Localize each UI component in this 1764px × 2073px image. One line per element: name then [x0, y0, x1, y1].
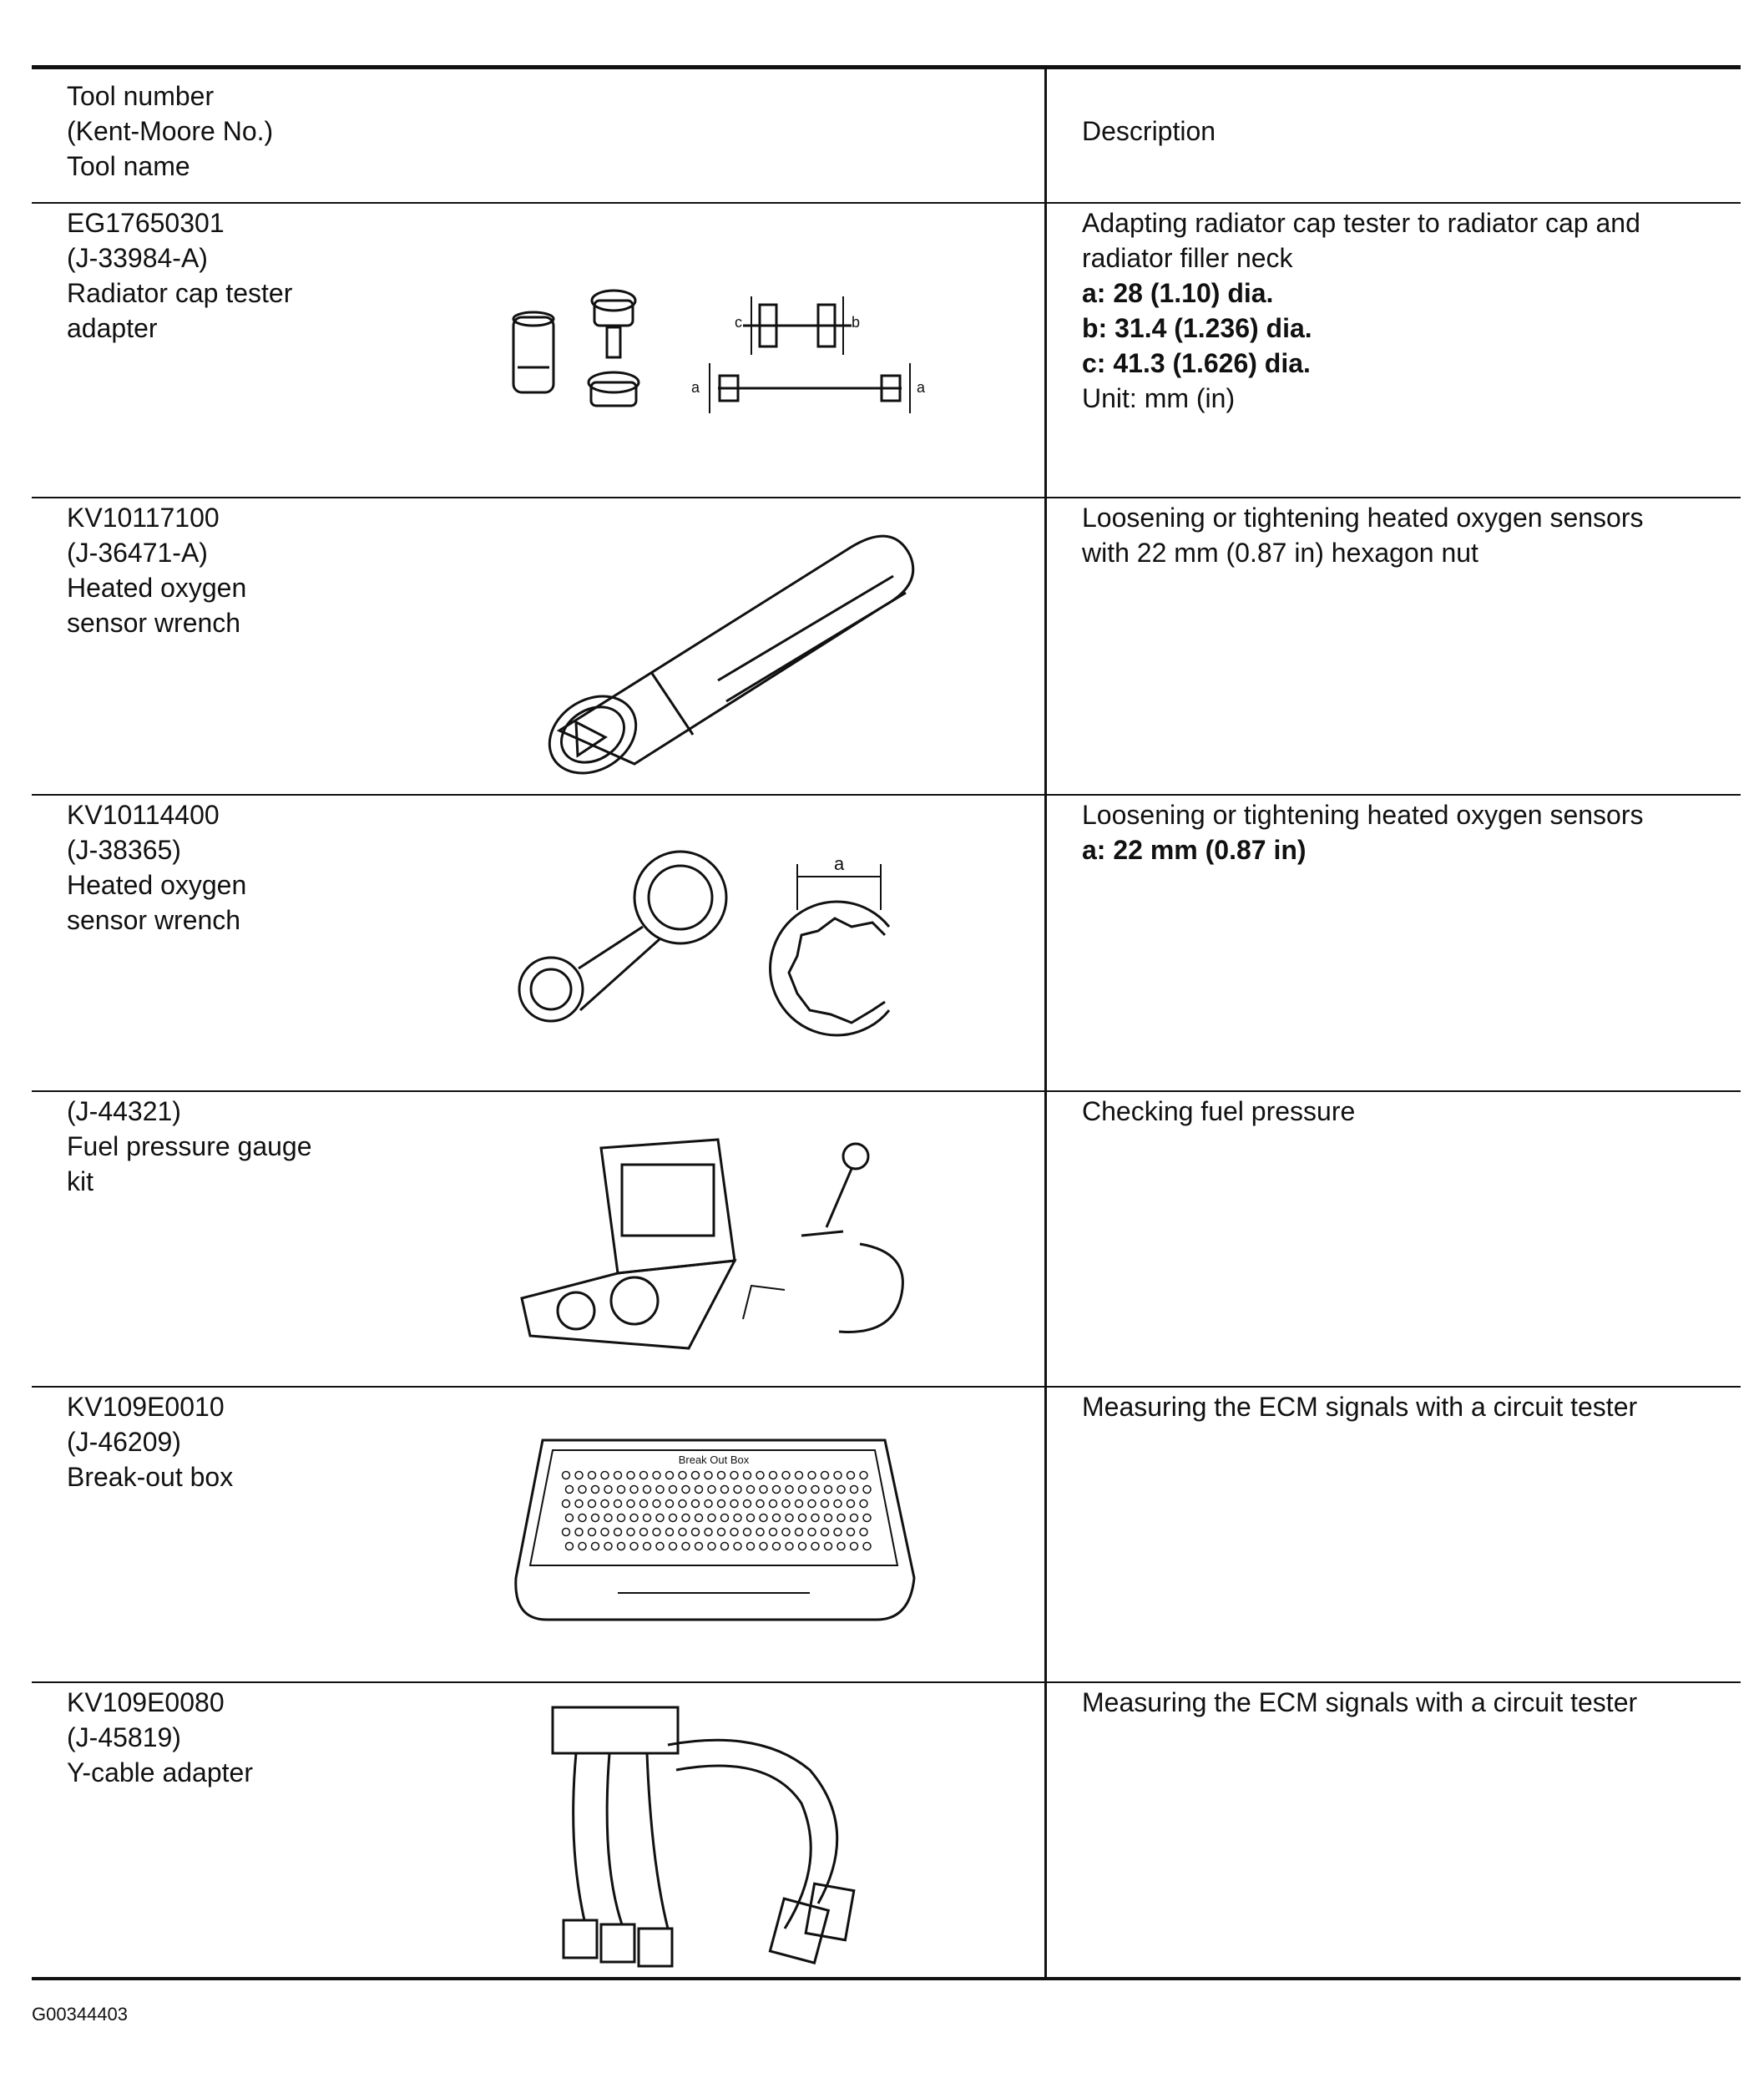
connector-pin [760, 1514, 767, 1522]
description-line: radiator filler neck [1082, 243, 1293, 273]
connector-pin [670, 1543, 677, 1550]
description-row-2 [1082, 500, 1725, 570]
connector-pin [799, 1514, 806, 1522]
connector-pin [796, 1500, 803, 1508]
header-line: Tool name [67, 151, 190, 181]
connector-pin [799, 1486, 806, 1494]
connector-pin [756, 1500, 764, 1508]
y-cable-adapter-illustration [543, 1695, 877, 1970]
header-line: (Kent-Moore No.) [67, 116, 274, 146]
tool-name-line: sensor wrench [67, 905, 241, 935]
connector-pin [718, 1529, 725, 1536]
figure-label-a: a [834, 853, 845, 874]
connector-pin [705, 1500, 712, 1508]
connector-pin [705, 1472, 712, 1479]
connector-pin [627, 1472, 634, 1479]
kent-moore-number: (J-36471-A) [67, 538, 208, 568]
connector-pin [656, 1514, 664, 1522]
connector-pin [640, 1500, 648, 1508]
header-line: Tool number [67, 81, 215, 111]
connector-pin [666, 1500, 674, 1508]
connector-pin [695, 1543, 703, 1550]
connector-pin [666, 1472, 674, 1479]
connector-pin [847, 1529, 855, 1536]
connector-pin [575, 1472, 583, 1479]
connector-pin [863, 1486, 871, 1494]
connector-pin [708, 1514, 715, 1522]
connector-pin [640, 1472, 648, 1479]
connector-pin [834, 1472, 842, 1479]
connector-pin [589, 1472, 596, 1479]
connector-pin [756, 1472, 764, 1479]
tool-name-line: adapter [67, 313, 158, 343]
tool-info-row-6 [67, 1685, 253, 1790]
connector-pin [808, 1472, 816, 1479]
header-description [1082, 114, 1725, 149]
connector-pin [630, 1514, 638, 1522]
connector-pin [601, 1500, 609, 1508]
connector-pin [834, 1529, 842, 1536]
header-description-label: Description [1082, 116, 1216, 146]
connector-pin [825, 1543, 832, 1550]
connector-pin [847, 1472, 855, 1479]
row-divider [32, 1681, 1741, 1683]
connector-pin [773, 1543, 781, 1550]
connector-pin [640, 1529, 648, 1536]
dimension-a: a: 28 (1.10) dia. [1082, 278, 1274, 308]
connector-pin [744, 1529, 751, 1536]
connector-pin [575, 1529, 583, 1536]
connector-pin [821, 1529, 829, 1536]
connector-pin [695, 1486, 703, 1494]
connector-pin [653, 1529, 660, 1536]
connector-pin [782, 1472, 790, 1479]
connector-pin [811, 1486, 819, 1494]
kent-moore-number: (J-45819) [67, 1722, 181, 1752]
description-line: Adapting radiator cap tester to radiator cap and [1082, 208, 1640, 238]
description-line: Loosening or tightening heated oxygen sensors [1082, 800, 1644, 830]
kent-moore-number: (J-46209) [67, 1427, 181, 1457]
connector-pin [786, 1543, 793, 1550]
connector-pin [601, 1472, 609, 1479]
description-row-5 [1082, 1389, 1725, 1424]
connector-pin [796, 1529, 803, 1536]
connector-pin [851, 1543, 858, 1550]
unit-note: Unit: mm (in) [1082, 383, 1236, 413]
connector-pin [618, 1543, 625, 1550]
description-line: Checking fuel pressure [1082, 1096, 1356, 1126]
connector-pin [563, 1529, 570, 1536]
fuel-pressure-gauge-kit-illustration [509, 1135, 927, 1361]
connector-pin [627, 1529, 634, 1536]
connector-pin [563, 1472, 570, 1479]
connector-pin [679, 1500, 686, 1508]
connector-pin [566, 1543, 574, 1550]
connector-pin [821, 1500, 829, 1508]
connector-pin [644, 1514, 651, 1522]
description-row-4 [1082, 1094, 1725, 1129]
connector-pin [653, 1500, 660, 1508]
tool-name-line: Radiator cap tester [67, 278, 293, 308]
connector-pin [811, 1514, 819, 1522]
connector-pin [860, 1529, 867, 1536]
connector-pin [653, 1472, 660, 1479]
tool-name-line: Heated oxygen [67, 870, 247, 900]
connector-pin [579, 1514, 586, 1522]
connector-pin [721, 1486, 729, 1494]
connector-pin [692, 1500, 700, 1508]
connector-pin [808, 1500, 816, 1508]
description-line: with 22 mm (0.87 in) hexagon nut [1082, 538, 1478, 568]
connector-pin [744, 1500, 751, 1508]
figure-label-b: b [852, 314, 861, 331]
connector-pin [837, 1486, 845, 1494]
connector-pin [770, 1529, 777, 1536]
figure-label-a: a [917, 379, 926, 396]
connector-pin [627, 1500, 634, 1508]
connector-pin [566, 1514, 574, 1522]
connector-pin [834, 1500, 842, 1508]
connector-pin [760, 1543, 767, 1550]
connector-pin [860, 1472, 867, 1479]
connector-pin [644, 1486, 651, 1494]
ring-wrench-illustration [513, 843, 914, 1044]
description-row-3 [1082, 797, 1725, 867]
connector-pin [730, 1529, 738, 1536]
connector-pin [692, 1472, 700, 1479]
oxygen-sensor-socket-wrench-illustration [534, 513, 1002, 781]
connector-pin [679, 1472, 686, 1479]
row-divider [32, 497, 1741, 498]
connector-pin [747, 1486, 755, 1494]
box-label: Break Out Box [678, 1454, 750, 1466]
tool-number: KV10117100 [67, 503, 220, 533]
connector-pin [821, 1472, 829, 1479]
row-divider [32, 794, 1741, 796]
connector-pin [786, 1486, 793, 1494]
connector-pin [592, 1543, 599, 1550]
connector-pin [721, 1543, 729, 1550]
tool-name-line: sensor wrench [67, 608, 241, 638]
tool-number: EG17650301 [67, 208, 225, 238]
description-line: Measuring the ECM signals with a circuit tester [1082, 1392, 1638, 1422]
figure-code: G00344403 [32, 2004, 128, 2025]
connector-pin [744, 1472, 751, 1479]
connector-pin [770, 1472, 777, 1479]
description-line: Measuring the ECM signals with a circuit tester [1082, 1687, 1638, 1717]
connector-pin [589, 1500, 596, 1508]
connector-pin [786, 1514, 793, 1522]
connector-pin [656, 1543, 664, 1550]
connector-pin [604, 1486, 612, 1494]
break-out-box-illustration [509, 1432, 918, 1624]
connector-pin [796, 1472, 803, 1479]
tool-number: KV109E0080 [67, 1687, 225, 1717]
connector-pin [589, 1529, 596, 1536]
connector-pin [604, 1514, 612, 1522]
connector-pin [614, 1529, 622, 1536]
kent-moore-number: (J-44321) [67, 1096, 181, 1126]
connector-pin [682, 1514, 690, 1522]
connector-pin [825, 1486, 832, 1494]
kent-moore-number: (J-33984-A) [67, 243, 208, 273]
connector-pin [592, 1514, 599, 1522]
connector-pin [679, 1529, 686, 1536]
description-row-6 [1082, 1685, 1725, 1720]
tool-info-row-2 [67, 500, 246, 640]
connector-pin [644, 1543, 651, 1550]
connector-pin [760, 1486, 767, 1494]
tool-info-row-5 [67, 1389, 233, 1494]
connector-pin [718, 1472, 725, 1479]
tool-name-line: Heated oxygen [67, 573, 247, 603]
tool-name-line: Fuel pressure gauge [67, 1131, 312, 1161]
connector-pin [682, 1486, 690, 1494]
connector-pin [782, 1529, 790, 1536]
figure-label-c: c [735, 314, 742, 331]
connector-pin [734, 1543, 741, 1550]
connector-pin [579, 1543, 586, 1550]
connector-pin [682, 1543, 690, 1550]
connector-pin [601, 1529, 609, 1536]
tool-info-row-3 [67, 797, 246, 938]
table-bottom-rule [32, 1977, 1741, 1980]
connector-pin [708, 1543, 715, 1550]
connector-pin [730, 1500, 738, 1508]
connector-pin [770, 1500, 777, 1508]
dimension-a: a: 22 mm (0.87 in) [1082, 835, 1307, 865]
connector-pin [708, 1486, 715, 1494]
radiator-cap-tester-adapter-illustration [501, 276, 935, 442]
table-top-rule [32, 65, 1741, 69]
description-row-1 [1082, 205, 1725, 416]
connector-pin [837, 1514, 845, 1522]
connector-pin [734, 1486, 741, 1494]
tool-name-line: kit [67, 1166, 94, 1196]
connector-pin [604, 1543, 612, 1550]
connector-pin [656, 1486, 664, 1494]
connector-pin [592, 1486, 599, 1494]
connector-pin [837, 1543, 845, 1550]
connector-pin [614, 1472, 622, 1479]
connector-pin [718, 1500, 725, 1508]
connector-pin [799, 1543, 806, 1550]
connector-pin [566, 1486, 574, 1494]
connector-pin [695, 1514, 703, 1522]
connector-pin [721, 1514, 729, 1522]
connector-pin [734, 1514, 741, 1522]
connector-pin [808, 1529, 816, 1536]
figure-label-a: a [691, 379, 700, 396]
connector-pin [618, 1514, 625, 1522]
connector-pin [575, 1500, 583, 1508]
connector-pin [851, 1514, 858, 1522]
tool-name-line: Break-out box [67, 1462, 234, 1492]
kent-moore-number: (J-38365) [67, 835, 181, 865]
connector-pin [863, 1514, 871, 1522]
tool-info-row-4 [67, 1094, 312, 1199]
connector-pin [851, 1486, 858, 1494]
connector-pin [782, 1500, 790, 1508]
connector-pin [756, 1529, 764, 1536]
connector-pin [670, 1514, 677, 1522]
connector-pin [670, 1486, 677, 1494]
header-tool-info [67, 78, 273, 184]
connector-pin [847, 1500, 855, 1508]
row-divider [32, 1386, 1741, 1388]
connector-pin [692, 1529, 700, 1536]
column-divider [1044, 67, 1047, 1979]
connector-pin [811, 1543, 819, 1550]
row-divider [32, 202, 1741, 204]
connector-pin [773, 1486, 781, 1494]
connector-pin [630, 1486, 638, 1494]
connector-pin [747, 1543, 755, 1550]
dimension-b: b: 31.4 (1.236) dia. [1082, 313, 1312, 343]
connector-pin [730, 1472, 738, 1479]
connector-pin [579, 1486, 586, 1494]
description-line: Loosening or tightening heated oxygen sensors [1082, 503, 1644, 533]
connector-pin [666, 1529, 674, 1536]
tool-number: KV109E0010 [67, 1392, 225, 1422]
connector-pin [618, 1486, 625, 1494]
connector-pin [614, 1500, 622, 1508]
connector-pin [860, 1500, 867, 1508]
dimension-c: c: 41.3 (1.626) dia. [1082, 348, 1311, 378]
connector-pin [563, 1500, 570, 1508]
tool-info-row-1 [67, 205, 292, 346]
connector-pin [863, 1543, 871, 1550]
connector-pin [773, 1514, 781, 1522]
tool-name-line: Y-cable adapter [67, 1757, 253, 1787]
tool-number: KV10114400 [67, 800, 220, 830]
row-divider [32, 1090, 1741, 1092]
connector-pin [705, 1529, 712, 1536]
connector-pin [825, 1514, 832, 1522]
connector-pin [747, 1514, 755, 1522]
connector-pin [630, 1543, 638, 1550]
